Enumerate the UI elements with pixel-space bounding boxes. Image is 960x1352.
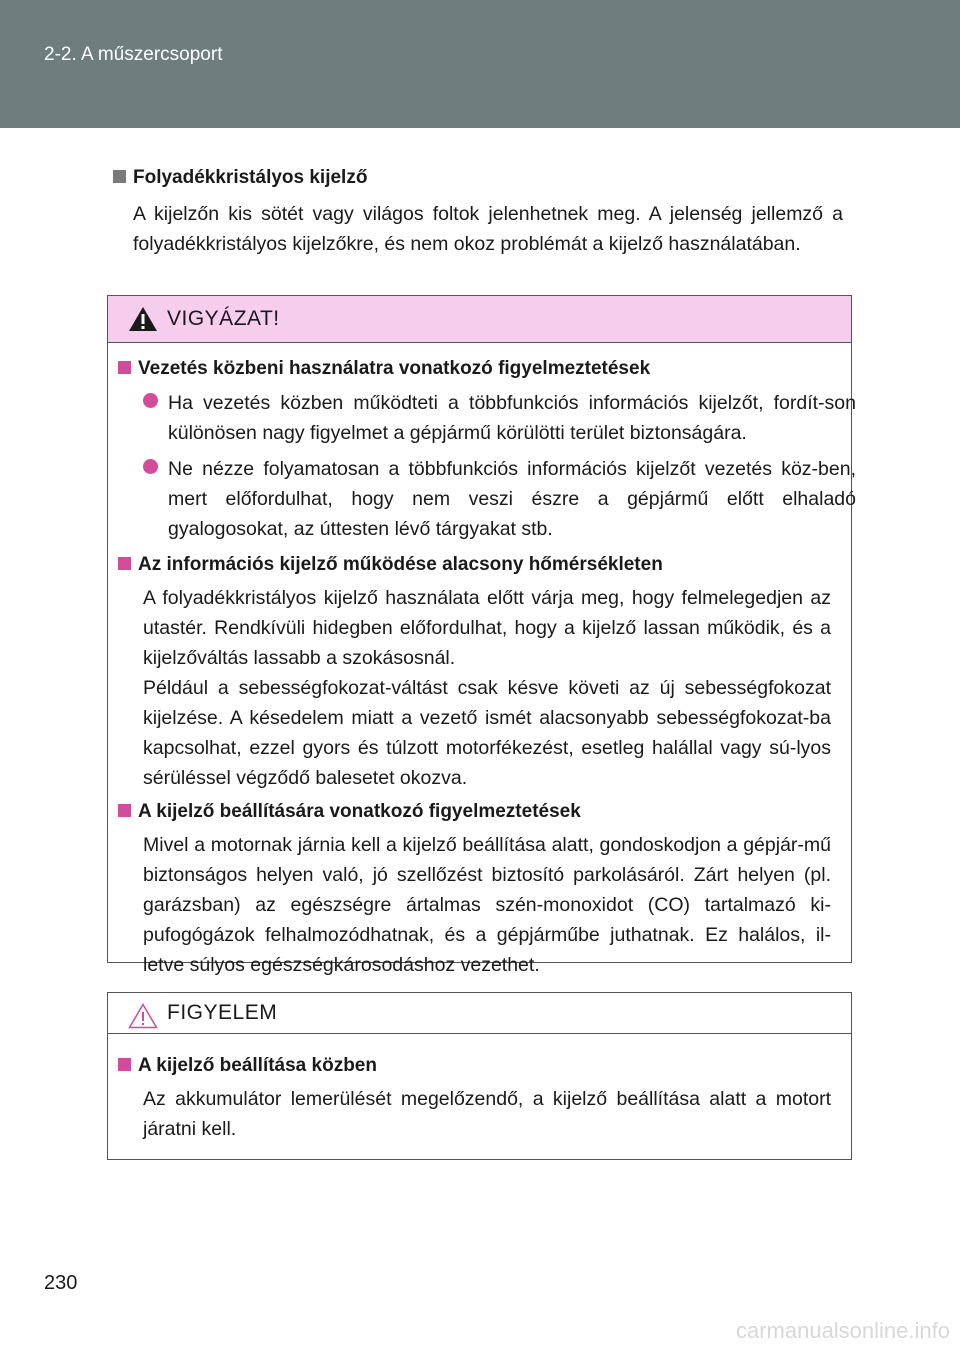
- caution-body: [108, 1034, 851, 1144]
- warning-section-text: Mivel a motornak járnia kell a kijelző beállítása alatt, gondoskodjon a gépjár-mű biztonságos helyen való, jó szellőzést biztosító parkolásáról. Zárt helyen (pl. garázsban) az egészségre ártalmas szén-monoxidot (CO) tartalmazó ki-pufogógázok felhalmozódhatnak, és a gépjárműbe juthatnak. Ez halálos, il-letve súlyos egészségkárosodáshoz vezethet.: [143, 834, 831, 976]
- round-bullet-icon: [143, 459, 158, 474]
- caution-triangle-icon: [128, 1003, 158, 1029]
- warning-box: [107, 295, 856, 976]
- section-title: 2-2. A műszercsoport: [44, 44, 223, 65]
- caution-header: [108, 993, 851, 1034]
- warning-section-text: A folyadékkristályos kijelző használata előtt várja meg, hogy felmelegedjen az utastér. Rendkívüli hidegben előfordulhat, hogy a kijelző lassan működik, és a kijelzőváltás lassabb a szokásosnál. Például a sebességfokozat-váltást csak késve követi az új sebességfokozat kijelzése. A késedelem miatt a vezető ismét alacsonyabb sebességfokozat-ba kapcsolhat, ezzel gyors és túlzott motorfékezést, esetleg halállal vagy sú-lyos sérüléssel végződő balesetet okozva.: [143, 587, 831, 789]
- square-bullet-icon: [118, 804, 131, 817]
- warning-title: VIGYÁZAT!: [167, 307, 280, 330]
- caution-box: [107, 992, 852, 1160]
- page-number: 230: [44, 1272, 78, 1294]
- intro-heading: [113, 165, 843, 191]
- square-bullet-icon: [118, 361, 131, 374]
- intro-section: [113, 165, 843, 259]
- intro-text: A kijelzőn kis sötét vagy világos foltok jelenhetnek meg. A jelenség jellemző a folyadékkristályos kijelzőkre, és nem okoz problémát a kijelző használatában.: [133, 203, 843, 255]
- list-item: Ne nézze folyamatosan a többfunkciós információs kijelzőt vezetés köz-ben, mert előfordulhat, hogy nem veszi észre a gépjármű előtt elhaladó gyalogosokat, az úttesten lévő tárgyakat stb.: [143, 454, 856, 544]
- warning-triangle-icon: [128, 306, 158, 332]
- square-bullet-icon: [118, 557, 131, 570]
- warning-section-heading: Vezetés közbeni használatra vonatkozó figyelmeztetések: [118, 356, 841, 382]
- caution-text: Az akkumulátor lemerülését megelőzendő, a kijelző beállítása alatt a motort járatni kell.: [143, 1088, 831, 1140]
- square-bullet-icon: [118, 1058, 131, 1071]
- page-header: [0, 0, 960, 128]
- round-bullet-icon: [143, 393, 158, 408]
- caution-heading: A kijelző beállítása közben: [118, 1053, 841, 1079]
- warning-section-heading: A kijelző beállítására vonatkozó figyelmeztetések: [118, 799, 841, 825]
- square-bullet-icon: [113, 170, 126, 183]
- caution-title: FIGYELEM: [167, 1001, 278, 1024]
- intro-heading-text: Folyadékkristályos kijelző: [133, 167, 368, 188]
- list-item: Ha vezetés közben működteti a többfunkciós információs kijelzőt, fordít-son különösen nagy figyelmet a gépjármű körülötti terület biztonságára.: [143, 388, 856, 448]
- warning-body: [108, 343, 856, 980]
- warning-section-heading: Az információs kijelző működése alacsony hőmérsékleten: [118, 552, 841, 578]
- watermark: carmanualsonline.info: [735, 1318, 950, 1343]
- warning-header: [108, 296, 851, 343]
